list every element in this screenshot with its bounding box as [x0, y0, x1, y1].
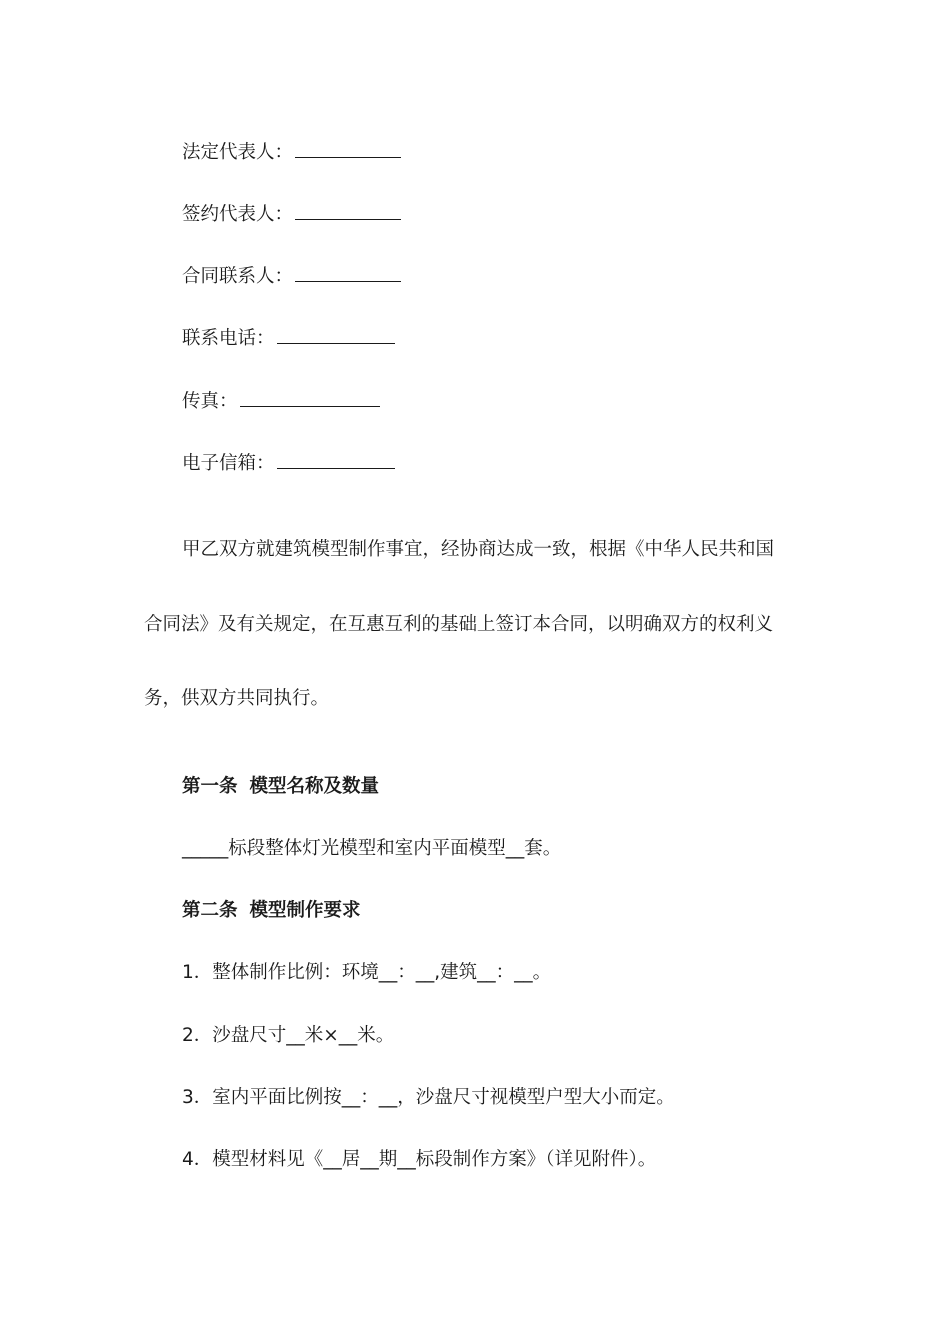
preamble-line-1: 甲乙双方就建筑模型制作事宜，经协商达成一致，根据《中华人民共和国 — [182, 539, 775, 560]
legal-representative-blank — [295, 139, 401, 158]
article-2-title: 模型制作要求 — [249, 900, 361, 921]
article-2-item-3: 3．室内平面比例按__：__，沙盘尺寸视模型户型大小而定。 — [182, 1087, 675, 1108]
article-1-heading — [182, 775, 379, 799]
contract-contact-field — [182, 263, 401, 289]
article-2-item-4: 4．模型材料见《__居__期__标段制作方案》（详见附件）。 — [182, 1149, 657, 1170]
article-1-body: _____标段整体灯光模型和室内平面模型__套。 — [182, 838, 562, 859]
preamble-line-2: 合同法》及有关规定，在互惠互利的基础上签订本合同，以明确双方的权利义 — [144, 614, 774, 635]
legal-representative-label: 法定代表人： — [182, 142, 294, 163]
signing-representative-field — [182, 201, 401, 227]
fax-field — [182, 388, 380, 414]
preamble-line-3: 务，供双方共同执行。 — [144, 688, 330, 709]
article-1-title: 模型名称及数量 — [249, 776, 380, 797]
contract-contact-blank — [295, 263, 401, 282]
article-2-number: 第二条 — [182, 900, 238, 921]
fax-label: 传真： — [182, 391, 238, 412]
article-2-item-1: 1．整体制作比例：环境__：__,建筑__：__。 — [182, 962, 552, 983]
article-2-item-2: 2．沙盘尺寸__米×__米。 — [182, 1025, 395, 1046]
signing-representative-label: 签约代表人： — [182, 204, 294, 225]
contract-contact-label: 合同联系人： — [182, 266, 294, 287]
phone-blank — [277, 325, 395, 344]
email-field — [182, 450, 395, 476]
legal-representative-field — [182, 139, 401, 165]
phone-label: 联系电话： — [182, 328, 275, 349]
article-2-heading — [182, 899, 361, 923]
phone-field — [182, 325, 395, 351]
email-blank — [277, 450, 395, 469]
email-label: 电子信箱： — [182, 453, 275, 474]
fax-blank — [240, 388, 380, 407]
signing-representative-blank — [295, 201, 401, 220]
article-1-number: 第一条 — [182, 776, 238, 797]
